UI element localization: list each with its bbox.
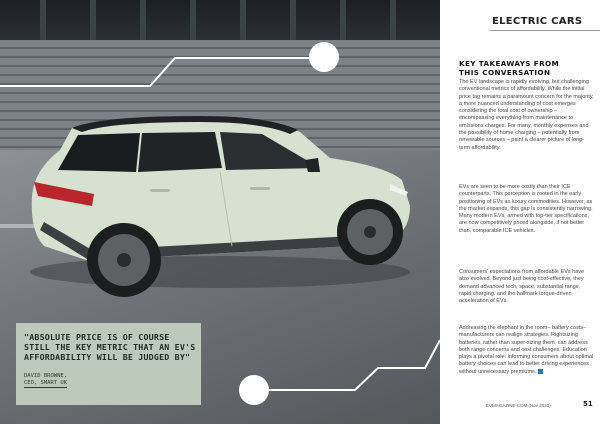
paragraph-2: EVs are seen to be more costly than their ICE counterparts. This perception is rooted in the early positioning of EVs as luxury commodities. However, as the market expands, this gap is consistently narrowing. Many modern EVs, armed with top-tier specifications, are now competitively priced alongside, if not better than, comparable ICE vehicles. — [459, 184, 593, 234]
end-of-article-mark — [538, 369, 543, 374]
quote-author: DAVID BROWNE, — [24, 373, 68, 379]
section-tag: ELECTRIC CARS — [492, 16, 583, 27]
takeaways-heading — [459, 60, 594, 77]
car-illustration — [30, 116, 410, 297]
accent-line-top — [0, 58, 322, 86]
page-number: 51 — [583, 400, 593, 408]
accent-circle-top — [309, 42, 339, 72]
paragraph-4 — [459, 325, 594, 376]
quote-author-role: CEO, SMART UK — [24, 380, 68, 386]
paragraph-1: The EV landscape is rapidly evolving, but challenging conventional metrics of affordability. While the initial price tag remains a paramount concern for the majority, a more nuanced understanding of cost emerges considering the total cost of ownership – encompassing everything from maintenance to emissions charges. For many, monthly expenses and the possibility of home charging – potentially from renewable sources – paint a clearer picture of long-term affordability. — [459, 79, 594, 151]
pull-quote: "ABSOLUTE PRICE IS OF COURSE STILL THE KEY METRIC THAT AN EV'S AFFORDABILITY WILL BE JUDGED BY" — [24, 332, 196, 362]
heading-line-1: KEY TAKEAWAYS FROM — [459, 59, 560, 68]
heading-line-2: THIS CONVERSATION — [459, 67, 551, 77]
accent-line-bottom — [255, 340, 440, 390]
accent-circle-bottom — [239, 375, 269, 405]
section-tag-rule — [490, 30, 600, 31]
paragraph-4-text: Addressing the elephant in the room– battery costs–manufacturers can realign strategies. Rightsizing batteries, rather than super-sizing them, can address both range concerns and cost challenges. Education plays a pivotal role: informing consumers about optimal battery choices can lead to better driving experiences without unnecessary premiums. — [459, 325, 594, 375]
footer-publication: EVMAGAZINE.COM (Nov 2023) — [486, 403, 551, 408]
paragraph-3: Consumers' expectations from affordable EVs have also evolved. Beyond just being cost-effective, they demand advanced tech, space, substantial range, rapid charging, and the hallmark torque-driven acceleration of EVs. — [459, 269, 585, 305]
